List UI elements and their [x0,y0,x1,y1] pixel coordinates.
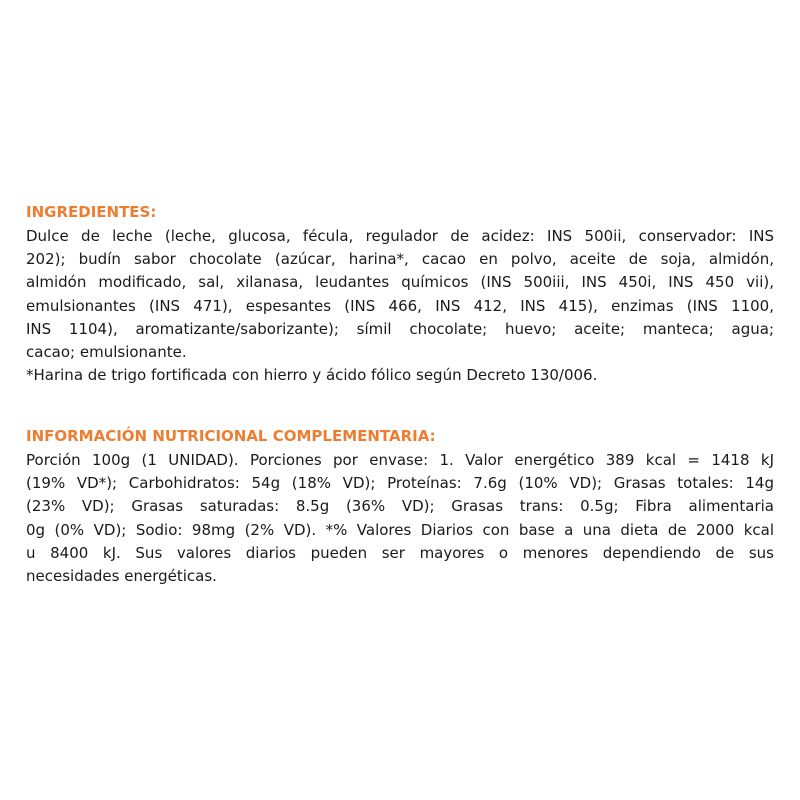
nutrition-section [26,426,774,588]
nutrition-line: (19% VD*); Carbohidratos: 54g (18% VD); Proteínas: 7.6g (10% VD); Grasas totales: 14g [26,474,774,493]
nutrition-line: (23% VD); Grasas saturadas: 8.5g (36% VD); Grasas trans: 0.5g; Fibra alimentaria [26,497,774,516]
ingredients-line: cacao; emulsionante. [26,342,187,361]
nutrition-line: 0g (0% VD); Sodio: 98mg (2% VD). *% Valores Diarios con base a una dieta de 2000 kcal [26,520,774,539]
ingredients-line: 202); budín sabor chocolate (azúcar, harina*, cacao en polvo, aceite de soja, almidón, [26,250,774,269]
nutrition-heading: INFORMACIÓN NUTRICIONAL COMPLEMENTARIA: [26,427,436,445]
ingredients-line: almidón modificado, sal, xilanasa, leudantes químicos (INS 500iii, INS 450i, INS 450 vii), [26,273,774,292]
nutrition-line: u 8400 kJ. Sus valores diarios pueden ser mayores o menores dependiendo de sus [26,543,774,562]
ingredients-line: INS 1104), aromatizante/saborizante); símil chocolate; huevo; aceite; manteca; agua; [26,319,774,338]
ingredients-section [26,202,774,387]
ingredients-line: emulsionantes (INS 471), espesantes (INS 466, INS 412, INS 415), enzimas (INS 1100, [26,296,774,315]
nutrition-line: Porción 100g (1 UNIDAD). Porciones por envase: 1. Valor energético 389 kcal = 1418 kJ [26,451,774,469]
ingredients-line: Dulce de leche (leche, glucosa, fécula, regulador de acidez: INS 500ii, conservador: INS [26,227,774,245]
nutrition-line: necesidades energéticas. [26,566,217,585]
ingredients-heading: INGREDIENTES: [26,203,157,221]
ingredients-footnote: *Harina de trigo fortificada con hierro y ácido fólico según Decreto 130/006. [26,366,598,385]
